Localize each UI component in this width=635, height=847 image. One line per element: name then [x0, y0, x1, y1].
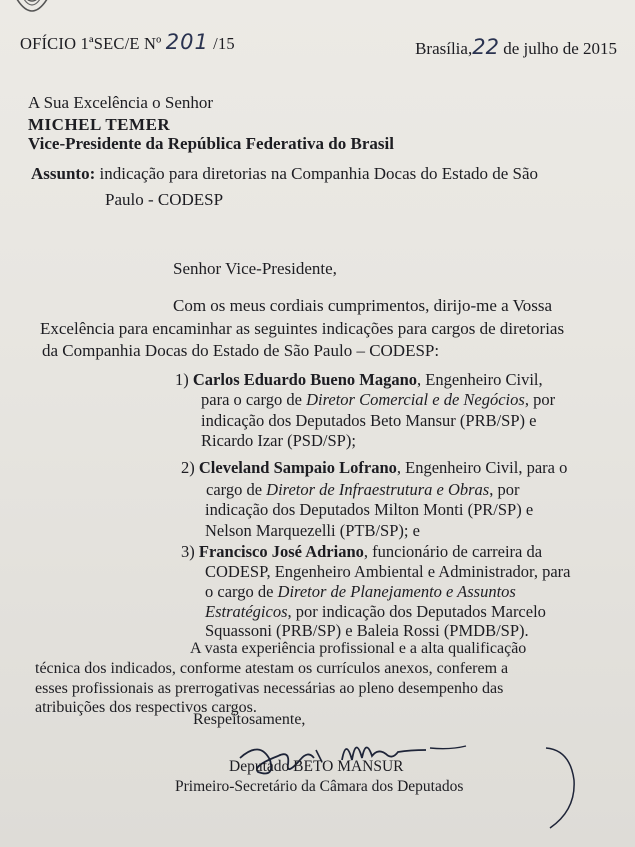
oficio-number-handwritten: 201 [165, 30, 209, 54]
subject-label: Assunto: [31, 164, 96, 183]
list-item-2-line-2 [206, 480, 519, 500]
list-item-2-line-3: indicação dos Deputados Milton Monti (PR/SP) e [205, 500, 534, 519]
list-item-3-line-1 [181, 542, 542, 562]
list-item-3-line-5: Squassoni (PRB/SP) e Baleia Rossi (PMDB/SP). [205, 621, 529, 640]
signature-tail-stroke [540, 740, 600, 830]
subject-text-1: indicação para diretorias na Companhia Docas do Estado de São [99, 164, 539, 183]
recipient-title: Vice-Presidente da República Federativa do Brasil [28, 134, 394, 153]
oficio-prefix: OFÍCIO 1ªSEC/E Nº [20, 34, 162, 53]
nominee-description: , funcionário de carreira da [363, 542, 543, 561]
position-title: Estratégicos [205, 602, 288, 621]
intro-line-1: Com os meus cordiais cumprimentos, dirijo-me a Vossa [173, 296, 552, 315]
list-item-number: 1) [175, 370, 189, 389]
signatory-title: Primeiro-Secretário da Câmara dos Deputados [175, 778, 464, 795]
date-day-handwritten: 22 [472, 35, 499, 59]
coat-of-arms-icon [10, 0, 54, 24]
salutation: Senhor Vice-Presidente, [173, 259, 337, 278]
item-text: cargo de [206, 480, 267, 499]
recipient-name: MICHEL TEMER [28, 115, 171, 134]
signoff: Respeitosamente, [193, 711, 306, 728]
list-item-number: 3) [181, 542, 195, 561]
list-item-2-line-4: Nelson Marquezelli (PTB/SP); e [205, 521, 420, 540]
date-rest: de julho de 2015 [503, 39, 617, 58]
oficio-reference [20, 30, 235, 54]
nominee-name: Francisco José Adriano [198, 542, 364, 561]
oficio-suffix: /15 [213, 34, 235, 53]
list-item-number: 2) [181, 458, 195, 477]
recipient-salutation: A Sua Excelência o Senhor [28, 93, 214, 112]
nominee-name: Cleveland Sampaio Lofrano [198, 458, 397, 477]
item-text: o cargo de [205, 582, 278, 601]
item-text: , por [489, 480, 520, 499]
list-item-1-line-3: indicação dos Deputados Beto Mansur (PRB/SP) e [201, 411, 537, 430]
letter-date [415, 35, 617, 59]
nominee-description: , Engenheiro Civil, [417, 370, 543, 389]
list-item-1-line-4: Ricardo Izar (PSD/SP); [201, 431, 356, 450]
subject-line [31, 164, 538, 184]
list-item-1-line-1 [175, 370, 543, 390]
intro-line-2: Excelência para encaminhar as seguintes indicações para cargos de diretorias [40, 319, 565, 338]
item-text: , por indicação dos Deputados Marcelo [287, 602, 546, 621]
date-city: Brasília, [415, 39, 473, 58]
position-title: Diretor de Planejamento e Assuntos [277, 582, 516, 601]
closing-line-3: esses profissionais as prerrogativas necessárias ao pleno desempenho das [35, 680, 504, 697]
nominee-name: Carlos Eduardo Bueno Magano [192, 370, 418, 389]
position-title: Diretor de Infraestrutura e Obras [266, 480, 490, 499]
list-item-3-line-4 [205, 602, 546, 622]
signatory-name: Deputado BETO MANSUR [229, 758, 404, 775]
closing-line-4: atribuições dos respectivos cargos. [35, 699, 257, 716]
item-text: , por [524, 390, 556, 409]
closing-line-1: A vasta experiência profissional e a alta qualificação [190, 640, 527, 657]
list-item-3-line-3 [205, 582, 516, 602]
list-item-1-line-2 [201, 390, 555, 410]
position-title: Diretor Comercial e de Negócios [306, 390, 525, 409]
closing-line-2: técnica dos indicados, conforme atestam os currículos anexos, conferem a [35, 660, 509, 677]
item-text: para o cargo de [201, 390, 307, 409]
list-item-2-line-1 [181, 458, 567, 478]
subject-text-2: Paulo - CODESP [105, 190, 224, 209]
intro-line-3: da Companhia Docas do Estado de São Paulo – CODESP: [42, 341, 440, 360]
list-item-3-line-2: CODESP, Engenheiro Ambiental e Administrador, para [205, 562, 571, 581]
nominee-description: , Engenheiro Civil, para o [396, 458, 568, 477]
